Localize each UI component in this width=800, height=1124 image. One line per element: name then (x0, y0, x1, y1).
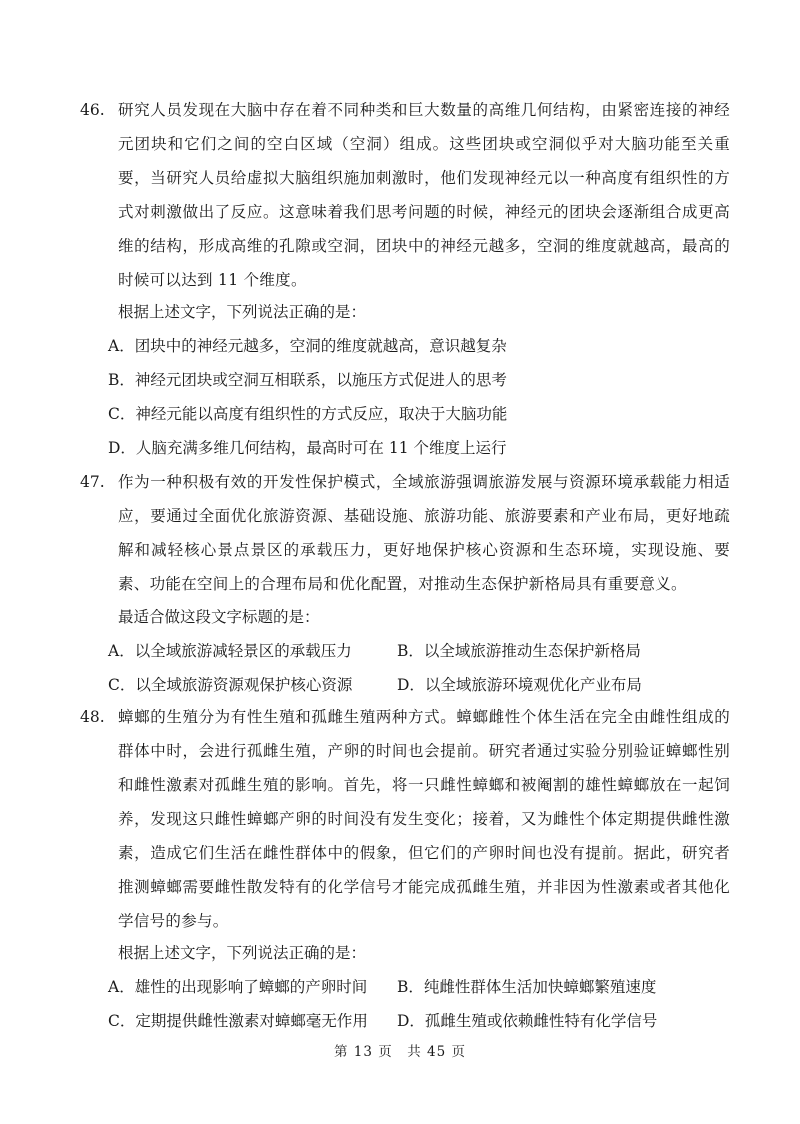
page-footer: 第 13 页 共 45 页 (333, 1044, 467, 1060)
question-stem: 最适合做这段文字标题的是： (118, 608, 320, 626)
option-b[interactable]: B．以全域旅游推动生态保护新格局 (397, 642, 641, 660)
question-passage: 作为一种积极有效的开发性保护模式，全域旅游强调旅游发展与资源环境承载能力相适应，要通过全面优化旅游资源、基础设施、旅游功能、旅游要素和产业布局，更好地疏解和减轻核心景点景区的承载压力，更好地保护核心资源和生态环境，实现设施、要素、功能在空间上的合理布局和优化配置，对推动生态保护新格局具有重要意义。 (118, 473, 730, 593)
question-passage: 研究人员发现在大脑中存在着不同种类和巨大数量的高维几何结构，由紧密连接的神经元团块和它们之间的空白区域（空洞）组成。这些团块或空洞似乎对大脑功能至关重要，当研究人员给虚拟大脑组织施加刺激时，他们发现神经元以一种高度有组织性的方式对刺激做出了反应。这意味着我们思考问题的时候，神经元的团块会逐渐组合成更高维的结构，形成高维的孔隙或空洞，团块中的神经元越多，空洞的维度就越高，最高的时候可以达到 11 个维度。 (118, 101, 730, 289)
question-stem: 根据上述文字，下列说法正确的是： (118, 944, 367, 962)
option-c[interactable]: C．神经元能以高度有组织性的方式反应，取决于大脑功能 (108, 405, 508, 423)
question-passage: 蟑螂的生殖分为有性生殖和孤雌生殖两种方式。蟑螂雌性个体生活在完全由雌性组成的群体中时，会进行孤雌生殖，产卵的时间也会提前。研究者通过实验分别验证蟑螂性别和雌性激素对孤雌生殖的影响。首先，将一只雌性蟑螂和被阉割的雄性蟑螂放在一起饲养，发现这只雌性蟑螂产卵的时间没有发生变化；接着，又为雌性个体定期提供雌性激素，造成它们生活在雌性群体中的假象，但它们的产卵时间也没有提前。据此，研究者推测蟑螂需要雌性散发特有的化学信号才能完成孤雌生殖，并非因为性激素或者其他化学信号的参与。 (118, 708, 730, 930)
option-d[interactable]: D．人脑充满多维几何结构，最高时可在 11 个维度上运行 (108, 439, 507, 457)
option-b[interactable]: B．神经元团块或空洞互相联系，以施压方式促进人的思考 (108, 371, 507, 389)
question-number: 47. (80, 473, 105, 491)
option-c[interactable]: C．定期提供雌性激素对蟑螂毫无作用 (108, 1012, 368, 1030)
option-b[interactable]: B．纯雌性群体生活加快蟑螂繁殖速度 (397, 978, 657, 996)
option-d[interactable]: D．以全域旅游环境观优化产业布局 (397, 676, 642, 694)
question-number: 46. (80, 101, 105, 119)
question-stem: 根据上述文字，下列说法正确的是： (118, 303, 367, 321)
option-c[interactable]: C．以全域旅游资源观保护核心资源 (108, 676, 353, 694)
question-number: 48. (80, 708, 105, 726)
option-a[interactable]: A．雄性的出现影响了蟑螂的产卵时间 (108, 978, 368, 996)
option-a[interactable]: A．以全域旅游减轻景区的承载压力 (108, 642, 352, 660)
option-d[interactable]: D．孤雌生殖或依赖雌性特有化学信号 (397, 1012, 658, 1030)
option-a[interactable]: A．团块中的神经元越多，空洞的维度就越高，意识越复杂 (108, 337, 507, 355)
